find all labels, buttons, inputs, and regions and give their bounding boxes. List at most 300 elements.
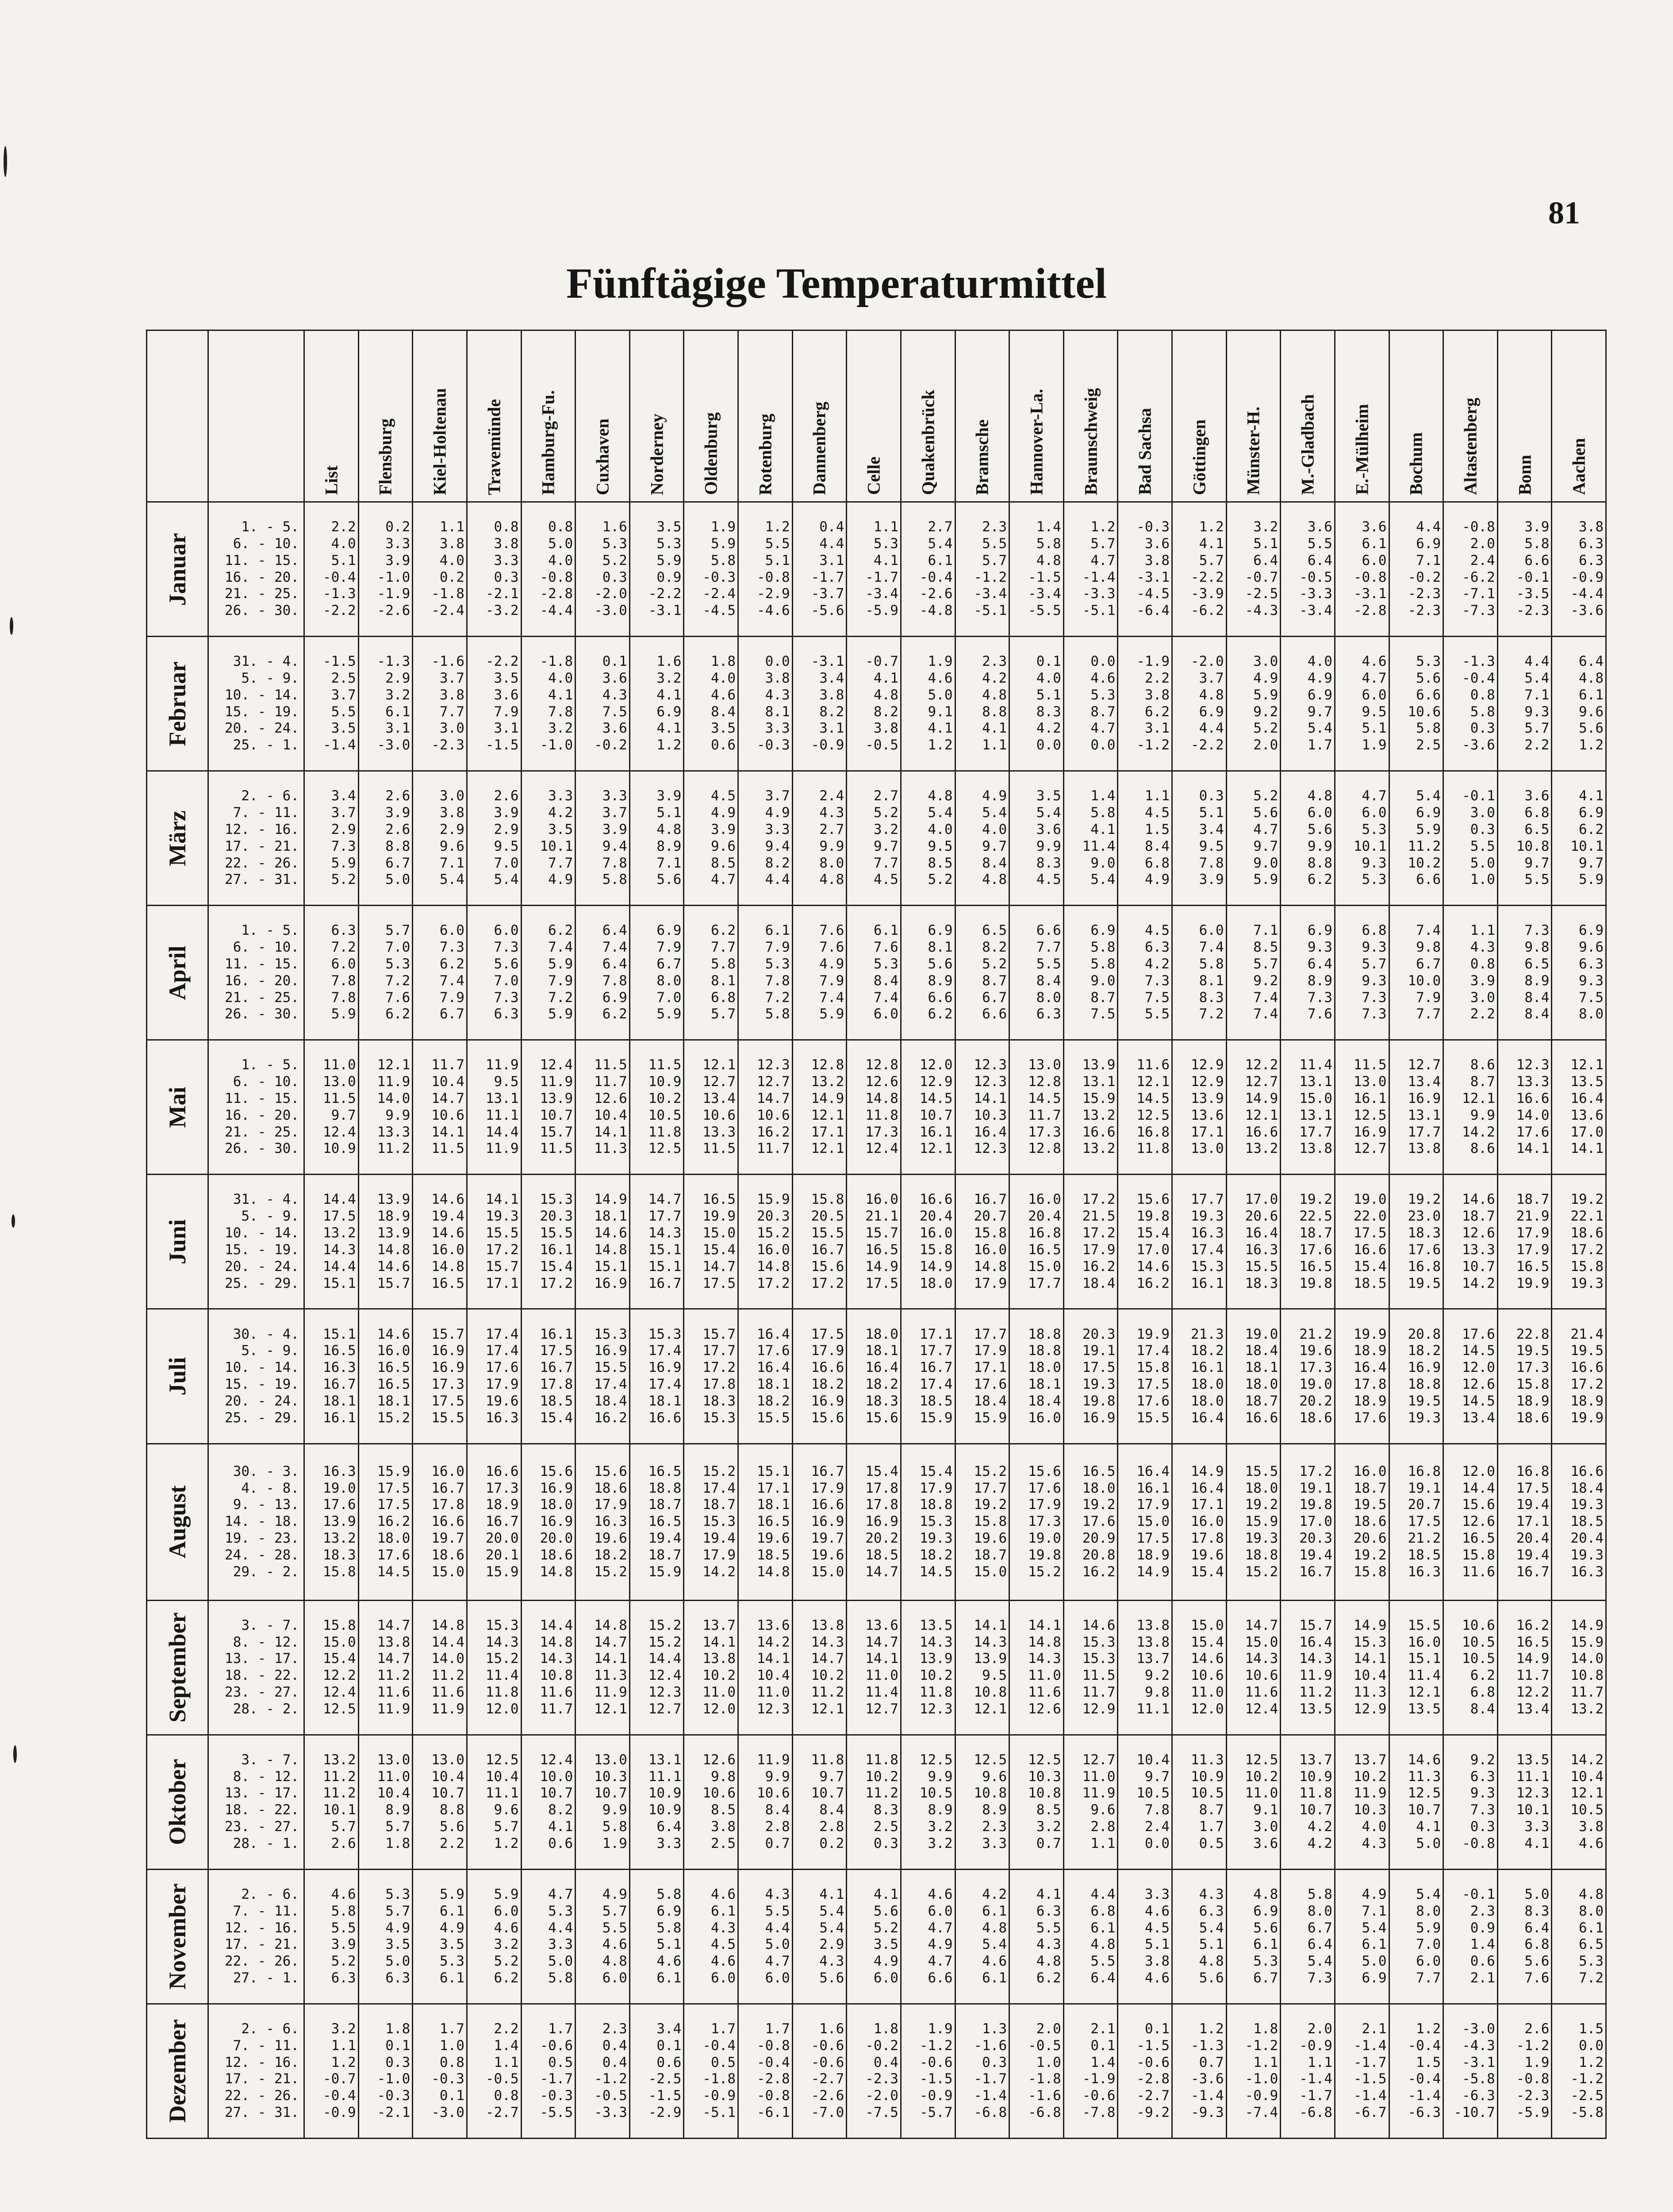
temperature-values: 14.9 18.1 14.6 14.8 15.1 16.9: [576, 1175, 630, 1309]
temperature-values: 6.8 9.3 5.7 9.3 7.3 7.3: [1335, 906, 1389, 1040]
temperature-values: 1.2 5.5 5.1 -0.8 -2.9 -4.6: [738, 502, 793, 637]
temperature-values: 19.0 22.0 17.5 16.6 15.4 18.5: [1335, 1175, 1389, 1309]
scan-mark: [4, 146, 7, 177]
temperature-values: 16.5 18.0 19.2 17.6 20.9 20.8 16.2: [1063, 1444, 1118, 1600]
temperature-values: 3.6 5.5 6.4 -0.5 -3.3 -3.4: [1281, 502, 1335, 637]
pentad-dates: 1. - 5. 6. - 10. 11. - 15. 16. - 20. 21. - 25. 26. - 30.: [208, 502, 304, 637]
temperature-values: 12.8 13.2 14.9 12.1 17.1 12.1: [792, 1040, 847, 1175]
temperature-values: 13.7 10.9 11.8 10.7 4.2 4.2: [1281, 1735, 1335, 1869]
temperature-values: 0.4 4.4 3.1 -1.7 -3.7 -5.6: [792, 502, 847, 637]
temperature-values: 11.8 10.2 11.2 8.3 2.5 0.3: [847, 1735, 901, 1869]
temperature-values: 1.3 -1.6 0.3 -1.7 -1.4 -6.8: [955, 2004, 1009, 2138]
temperature-values: 16.0 20.4 16.8 16.5 15.0 17.7: [1009, 1175, 1064, 1309]
station-header: [629, 330, 684, 502]
temperature-values: 4.6 6.0 4.7 4.9 4.7 6.6: [901, 1869, 955, 2004]
temperature-values: 5.2 5.6 4.7 9.7 9.0 5.9: [1226, 771, 1281, 906]
temperature-values: 15.8 20.5 15.5 16.7 15.6 17.2: [792, 1175, 847, 1309]
pentad-dates: 30. - 4. 5. - 9. 10. - 14. 15. - 19. 20. - 24. 25. - 29.: [208, 1309, 304, 1444]
month-label: Januar: [164, 533, 191, 606]
temperature-values: 3.6 6.1 6.0 -0.8 -3.1 -2.8: [1335, 502, 1389, 637]
temperature-values: 12.1 11.9 14.0 9.9 13.3 11.2: [358, 1040, 413, 1175]
temperature-values: 12.9 12.9 13.9 13.6 17.1 13.0: [1172, 1040, 1227, 1175]
pentad-dates: 30. - 3. 4. - 8. 9. - 13. 14. - 18. 19. - 23. 24. - 28. 29. - 2.: [208, 1444, 304, 1600]
temperature-values: 4.7 5.3 4.4 3.3 5.0 5.8: [521, 1869, 576, 2004]
temperature-values: 11.9 9.5 13.1 11.1 14.4 11.9: [467, 1040, 521, 1175]
temperature-values: 5.7 7.0 5.3 7.2 7.6 6.2: [358, 906, 413, 1040]
temperature-values: 6.9 9.3 6.4 8.9 7.3 7.6: [1281, 906, 1335, 1040]
station-name: Quakenbrück: [918, 390, 938, 495]
temperature-values: 1.2 -0.4 1.5 -0.4 -1.4 -6.3: [1389, 2004, 1443, 2138]
pentad-dates: 3. - 7. 8. - 12. 13. - 17. 18. - 22. 23. - 27. 28. - 1.: [208, 1735, 304, 1869]
temperature-values: 0.1 4.0 5.1 8.3 4.2 0.0: [1009, 637, 1064, 771]
temperature-values: 15.5 18.0 19.2 15.9 19.3 18.8 15.2: [1226, 1444, 1281, 1600]
temperature-values: 6.2 7.7 5.8 8.1 6.8 5.7: [684, 906, 738, 1040]
station-header-row: [147, 330, 1606, 502]
temperature-values: 6.2 7.4 5.9 7.9 7.2 5.9: [521, 906, 576, 1040]
temperature-values: 17.7 19.3 16.3 17.4 15.3 16.1: [1172, 1175, 1227, 1309]
temperature-values: 13.9 18.9 13.9 14.8 14.6 15.7: [358, 1175, 413, 1309]
temperature-values: 21.3 18.2 16.1 18.0 18.0 16.4: [1172, 1309, 1227, 1444]
temperature-values: 3.9 5.1 4.8 8.9 7.1 5.6: [629, 771, 684, 906]
temperature-values: 1.7 1.0 0.8 -0.3 0.1 -3.0: [413, 2004, 467, 2138]
temperature-values: 14.2 10.4 12.1 10.5 3.8 4.6: [1552, 1735, 1606, 1869]
temperature-values: 15.2 17.4 18.7 15.3 19.4 17.9 14.2: [684, 1444, 738, 1600]
station-header: [1009, 330, 1064, 502]
temperature-values: 2.0 -0.9 1.1 -1.4 -1.7 -6.8: [1281, 2004, 1335, 2138]
temperature-values: 0.1 -1.5 -0.6 -2.8 -2.7 -9.2: [1118, 2004, 1172, 2138]
temperature-values: 6.0 7.4 5.8 8.1 8.3 7.2: [1172, 906, 1227, 1040]
temperature-values: 5.8 8.0 6.7 6.4 5.4 7.3: [1281, 1869, 1335, 2004]
temperature-values: 4.6 6.1 4.3 4.5 4.6 6.0: [684, 1869, 738, 2004]
month-row: [147, 1040, 1606, 1175]
temperature-values: 11.9 9.9 10.6 8.4 2.8 0.7: [738, 1735, 793, 1869]
temperature-values: -1.9 2.2 3.8 6.2 3.1 -1.2: [1118, 637, 1172, 771]
temperature-values: 16.4 16.1 17.9 15.0 17.5 18.9 14.9: [1118, 1444, 1172, 1600]
temperature-values: 12.5 10.4 11.1 9.6 5.7 1.2: [467, 1735, 521, 1869]
month-label: November: [164, 1883, 191, 1990]
temperature-values: -1.6 3.7 3.8 7.7 3.0 -2.3: [413, 637, 467, 771]
month-cell: [147, 2004, 208, 2138]
temperature-values: 5.0 8.3 6.4 6.8 5.6 7.6: [1497, 1869, 1552, 2004]
temperature-values: 1.8 4.0 4.6 8.4 3.5 0.6: [684, 637, 738, 771]
pentad-dates: 2. - 6. 7. - 11. 12. - 16. 17. - 21. 22. - 26. 27. - 31.: [208, 2004, 304, 2138]
temperature-values: 15.9 17.5 17.5 16.2 18.0 17.6 14.5: [358, 1444, 413, 1600]
temperature-values: 12.5 10.3 10.8 8.5 3.2 0.7: [1009, 1735, 1064, 1869]
temperature-values: 14.7 15.0 14.3 10.6 11.6 12.4: [1226, 1600, 1281, 1735]
temperature-values: 0.2 3.3 3.9 -1.0 -1.9 -2.6: [358, 502, 413, 637]
month-cell: [147, 1309, 208, 1444]
temperature-values: 17.5 17.9 16.6 18.2 16.9 15.6: [792, 1309, 847, 1444]
temperature-values: 22.8 19.5 17.3 15.8 18.9 18.6: [1497, 1309, 1552, 1444]
temperature-values: -3.0 -4.3 -3.1 -5.8 -6.3 -10.7: [1443, 2004, 1498, 2138]
pentad-dates: 2. - 6. 7. - 11. 12. - 16. 17. - 21. 22. - 26. 27. - 1.: [208, 1869, 304, 2004]
month-label: Februar: [164, 661, 191, 746]
temperature-values: 1.1 5.3 4.1 -1.7 -3.4 -5.9: [847, 502, 901, 637]
temperature-values: 15.3 20.3 15.5 16.1 15.4 17.2: [521, 1175, 576, 1309]
station-name: Göttingen: [1189, 419, 1209, 495]
temperature-table-container: [146, 330, 1607, 2139]
temperature-values: 19.9 17.4 15.8 17.5 17.6 15.5: [1118, 1309, 1172, 1444]
temperature-values: 15.1 17.1 18.1 16.5 19.6 18.5 14.8: [738, 1444, 793, 1600]
temperature-values: 11.0 13.0 11.5 9.7 12.4 10.9: [304, 1040, 359, 1175]
temperature-values: 15.6 17.6 17.9 17.3 19.0 19.8 15.2: [1009, 1444, 1064, 1600]
month-cell: [147, 1175, 208, 1309]
temperature-values: 12.3 13.3 16.6 14.0 17.6 14.1: [1497, 1040, 1552, 1175]
month-label: Dezember: [164, 2019, 191, 2123]
temperature-values: 1.2 5.7 4.7 -1.4 -3.3 -5.1: [1063, 502, 1118, 637]
temperature-values: 3.4 3.7 2.9 7.3 5.9 5.2: [304, 771, 359, 906]
temperature-values: 19.2 22.1 18.6 17.2 15.8 19.3: [1552, 1175, 1606, 1309]
temperature-values: 14.1 14.3 13.9 9.5 10.8 12.1: [955, 1600, 1009, 1735]
month-row: [147, 1735, 1606, 1869]
temperature-values: 3.5 5.4 3.6 9.9 8.3 4.5: [1009, 771, 1064, 906]
temperature-values: 2.6 -1.2 1.9 -0.8 -2.3 -5.9: [1497, 2004, 1552, 2138]
temperature-values: 17.0 20.6 16.4 16.3 15.5 18.3: [1226, 1175, 1281, 1309]
temperature-values: 6.6 7.7 5.5 8.4 8.0 6.3: [1009, 906, 1064, 1040]
temperature-values: 16.6 18.4 19.3 18.5 20.4 19.3 16.3: [1552, 1444, 1606, 1600]
temperature-values: 13.8 14.3 14.7 10.2 11.2 12.1: [792, 1600, 847, 1735]
station-header: [1389, 330, 1443, 502]
month-cell: [147, 906, 208, 1040]
temperature-values: 0.8 5.0 4.0 -0.8 -2.8 -4.4: [521, 502, 576, 637]
temperature-values: 4.3 6.3 5.4 5.1 4.8 5.6: [1172, 1869, 1227, 2004]
temperature-values: 1.6 5.3 5.2 0.3 -2.0 -3.0: [576, 502, 630, 637]
temperature-values: 12.5 9.9 10.5 8.9 3.2 3.2: [901, 1735, 955, 1869]
temperature-values: 16.7 17.9 16.6 16.9 19.7 19.6 15.0: [792, 1444, 847, 1600]
station-name: Kiel-Holtenau: [430, 388, 450, 495]
temperature-values: 3.2 1.1 1.2 -0.7 -0.4 -0.9: [304, 2004, 359, 2138]
temperature-values: 0.0 4.6 5.3 8.7 4.7 0.0: [1063, 637, 1118, 771]
month-label: August: [164, 1485, 191, 1559]
temperature-values: 5.4 8.0 5.9 7.0 6.0 7.7: [1389, 1869, 1443, 2004]
temperature-values: 11.7 10.4 14.7 10.6 14.1 11.5: [413, 1040, 467, 1175]
station-header: [1497, 330, 1552, 502]
temperature-values: 14.6 11.3 12.5 10.7 4.1 5.0: [1389, 1735, 1443, 1869]
temperature-values: 7.3 9.8 6.5 8.9 8.4 8.4: [1497, 906, 1552, 1040]
temperature-values: 7.4 9.8 6.7 10.0 7.9 7.7: [1389, 906, 1443, 1040]
temperature-values: 4.5 4.9 3.9 9.6 8.5 4.7: [684, 771, 738, 906]
temperature-values: 2.3 5.5 5.7 -1.2 -3.4 -5.1: [955, 502, 1009, 637]
temperature-values: 0.1 3.6 4.3 7.5 3.6 -0.2: [576, 637, 630, 771]
temperature-values: -0.7 4.1 4.8 8.2 3.8 -0.5: [847, 637, 901, 771]
temperature-values: 14.8 14.7 14.1 11.3 11.9 12.1: [576, 1600, 630, 1735]
month-label: Juli: [164, 1357, 191, 1396]
station-header: [413, 330, 467, 502]
temperature-values: 19.2 22.5 18.7 17.6 16.5 19.8: [1281, 1175, 1335, 1309]
temperature-values: 0.3 5.1 3.4 9.5 7.8 3.9: [1172, 771, 1227, 906]
temperature-values: 13.0 10.3 10.7 9.9 5.8 1.9: [576, 1735, 630, 1869]
temperature-values: 17.1 17.7 16.7 17.4 18.5 15.9: [901, 1309, 955, 1444]
temperature-values: 2.7 5.4 6.1 -0.4 -2.6 -4.8: [901, 502, 955, 637]
month-row: [147, 906, 1606, 1040]
station-header: [901, 330, 955, 502]
temperature-values: -0.1 3.0 0.3 5.5 5.0 1.0: [1443, 771, 1498, 906]
temperature-values: 16.0 16.7 17.8 16.6 19.7 18.6 15.0: [413, 1444, 467, 1600]
header-corner-month: [147, 330, 208, 502]
scan-mark: [12, 1214, 15, 1228]
temperature-values: 13.8 13.8 13.7 9.2 9.8 11.1: [1118, 1600, 1172, 1735]
temperature-values: 4.7 6.0 5.3 10.1 9.3 5.3: [1335, 771, 1389, 906]
temperature-values: 1.4 5.8 4.1 11.4 9.0 5.4: [1063, 771, 1118, 906]
temperature-values: 16.5 18.8 18.7 16.5 19.4 18.7 15.9: [629, 1444, 684, 1600]
temperature-values: 6.9 7.9 6.7 8.0 7.0 5.9: [629, 906, 684, 1040]
station-header: [1552, 330, 1606, 502]
temperature-values: -0.8 2.0 2.4 -6.2 -7.1 -7.3: [1443, 502, 1498, 637]
month-row: [147, 502, 1606, 637]
temperature-values: 6.0 7.3 6.2 7.4 7.9 6.7: [413, 906, 467, 1040]
temperature-values: 1.9 4.6 5.0 9.1 4.1 1.2: [901, 637, 955, 771]
station-header: [1443, 330, 1498, 502]
temperature-values: 15.8 15.0 15.4 12.2 12.4 12.5: [304, 1600, 359, 1735]
station-name: Travemünde: [484, 399, 504, 495]
month-row: [147, 1175, 1606, 1309]
temperature-values: 12.1 13.5 16.4 13.6 17.0 14.1: [1552, 1040, 1606, 1175]
temperature-values: 12.4 11.9 13.9 10.7 15.7 11.5: [521, 1040, 576, 1175]
temperature-values: 14.7 13.8 14.7 11.2 11.6 11.9: [358, 1600, 413, 1735]
temperature-values: 18.7 21.9 17.9 17.9 16.5 19.9: [1497, 1175, 1552, 1309]
temperature-values: -3.1 3.4 3.8 8.2 3.1 -0.9: [792, 637, 847, 771]
temperature-values: 4.6 4.7 6.0 9.5 5.1 1.9: [1335, 637, 1389, 771]
temperature-values: 7.6 7.6 4.9 7.9 7.4 5.9: [792, 906, 847, 1040]
pentad-dates: 31. - 4. 5. - 9. 10. - 14. 15. - 19. 20. - 24. 25. - 1.: [208, 637, 304, 771]
temperature-values: 12.5 9.6 10.8 8.9 2.3 3.3: [955, 1735, 1009, 1869]
temperature-values: 6.0 7.3 5.6 7.0 7.3 6.3: [467, 906, 521, 1040]
temperature-values: 14.7 17.7 14.3 15.1 15.1 16.7: [629, 1175, 684, 1309]
temperature-values: 14.9 16.4 17.1 16.0 17.8 19.6 15.4: [1172, 1444, 1227, 1600]
temperature-values: 12.3 12.7 14.7 10.6 16.2 11.7: [738, 1040, 793, 1175]
temperature-values: 6.4 4.8 6.1 9.6 5.6 1.2: [1552, 637, 1606, 771]
temperature-values: 5.8 6.9 5.8 5.1 4.6 6.1: [629, 1869, 684, 2004]
temperature-values: 6.3 7.2 6.0 7.8 7.8 5.9: [304, 906, 359, 1040]
station-header: [738, 330, 793, 502]
station-name: Bonn: [1515, 454, 1535, 495]
temperature-values: -1.8 4.0 4.1 7.8 3.2 -1.0: [521, 637, 576, 771]
station-name: List: [321, 465, 342, 495]
temperature-values: -0.3 3.6 3.8 -3.1 -4.5 -6.4: [1118, 502, 1172, 637]
temperature-values: 16.6 17.3 18.9 16.7 20.0 20.1 15.9: [467, 1444, 521, 1600]
temperature-values: 3.4 0.1 0.6 -2.5 -1.5 -2.9: [629, 2004, 684, 2138]
station-header: [792, 330, 847, 502]
temperature-values: 15.5 16.0 15.1 11.4 12.1 13.5: [1389, 1600, 1443, 1735]
temperature-values: 14.4 17.5 13.2 14.3 14.4 15.1: [304, 1175, 359, 1309]
temperature-values: 17.7 17.9 17.1 17.6 18.4 15.9: [955, 1309, 1009, 1444]
header-corner-dates: [208, 330, 304, 502]
temperature-values: 13.2 11.2 11.2 10.1 5.7 2.6: [304, 1735, 359, 1869]
temperature-values: 0.0 3.8 4.3 8.1 3.3 -0.3: [738, 637, 793, 771]
month-label: April: [164, 945, 191, 1000]
temperature-values: 9.2 6.3 9.3 7.3 0.3 -0.8: [1443, 1735, 1498, 1869]
temperature-values: 15.3 17.4 16.9 17.4 18.1 16.6: [629, 1309, 684, 1444]
temperature-values: 21.2 19.6 17.3 19.0 20.2 18.6: [1281, 1309, 1335, 1444]
temperature-values: 19.9 18.9 16.4 17.8 18.9 17.6: [1335, 1309, 1389, 1444]
temperature-values: 1.7 -0.6 0.5 -1.7 -0.3 -5.5: [521, 2004, 576, 2138]
temperature-values: 4.5 6.3 4.2 7.3 7.5 5.5: [1118, 906, 1172, 1040]
temperature-values: 16.1 17.5 16.7 17.8 18.5 15.4: [521, 1309, 576, 1444]
month-cell: [147, 1869, 208, 2004]
temperature-values: 3.3 4.2 3.5 10.1 7.7 4.9: [521, 771, 576, 906]
station-name: Cuxhaven: [592, 418, 613, 495]
temperature-values: 15.4 17.9 18.8 15.3 19.3 18.2 14.5: [901, 1444, 955, 1600]
temperature-values: 11.3 10.9 10.5 8.7 1.7 0.5: [1172, 1735, 1227, 1869]
station-name: Bad Sachsa: [1135, 408, 1155, 495]
month-cell: [147, 1600, 208, 1735]
temperature-values: 4.8 5.4 4.0 9.5 8.5 5.2: [901, 771, 955, 906]
station-name: Celle: [863, 457, 884, 495]
temperature-values: 17.6 14.5 12.0 12.6 14.5 13.4: [1443, 1309, 1498, 1444]
temperature-values: 2.1 -1.4 -1.7 -1.5 -1.4 -6.7: [1335, 2004, 1389, 2138]
pentad-dates: 2. - 6. 7. - 11. 12. - 16. 17. - 21. 22. - 26. 27. - 31.: [208, 771, 304, 906]
temperature-values: 13.0 11.0 10.4 8.9 5.7 1.8: [358, 1735, 413, 1869]
temperature-values: 20.3 19.1 17.5 19.3 19.8 16.9: [1063, 1309, 1118, 1444]
temperature-values: -2.2 3.5 3.6 7.9 3.1 -1.5: [467, 637, 521, 771]
temperature-values: 6.9 5.8 5.8 9.0 8.7 7.5: [1063, 906, 1118, 1040]
month-row: [147, 1869, 1606, 2004]
temperature-values: 13.6 14.7 14.1 11.0 11.4 12.7: [847, 1600, 901, 1735]
temperature-values: 10.6 10.5 10.5 6.2 6.8 8.4: [1443, 1600, 1498, 1735]
station-header: [1226, 330, 1281, 502]
temperature-values: 12.3 12.3 14.1 10.3 16.4 12.3: [955, 1040, 1009, 1175]
temperature-values: 15.6 19.8 15.4 17.0 14.6 16.2: [1118, 1175, 1172, 1309]
station-header: [684, 330, 738, 502]
temperature-values: 4.9 5.7 5.5 4.6 4.8 6.0: [576, 1869, 630, 2004]
temperature-values: 13.7 14.1 13.8 10.2 11.0 12.0: [684, 1600, 738, 1735]
temperature-values: 12.5 10.2 11.0 9.1 3.0 3.6: [1226, 1735, 1281, 1869]
temperature-values: 4.4 5.4 7.1 9.3 5.7 2.2: [1497, 637, 1552, 771]
page-number: 81: [1548, 195, 1580, 230]
temperature-values: 11.6 12.1 14.5 12.5 16.8 11.8: [1118, 1040, 1172, 1175]
temperature-values: 18.0 18.1 16.4 18.2 18.3 15.6: [847, 1309, 901, 1444]
month-cell: [147, 502, 208, 637]
temperature-values: 1.6 3.2 4.1 6.9 4.1 1.2: [629, 637, 684, 771]
temperature-values: 12.4 10.0 10.7 8.2 4.1 0.6: [521, 1735, 576, 1869]
station-header: [955, 330, 1009, 502]
temperature-values: 1.2 -1.3 0.7 -3.6 -1.4 -9.3: [1172, 2004, 1227, 2138]
temperature-values: 12.0 12.9 14.5 10.7 16.1 12.1: [901, 1040, 955, 1175]
temperature-values: 12.6 9.8 10.6 8.5 3.8 2.5: [684, 1735, 738, 1869]
temperature-table: [146, 330, 1607, 2139]
temperature-values: 1.5 0.0 1.2 -1.2 -2.5 -5.8: [1552, 2004, 1606, 2138]
temperature-values: 6.1 7.6 5.3 8.4 7.4 6.0: [847, 906, 901, 1040]
temperature-values: 14.6 16.0 16.5 16.5 18.1 15.2: [358, 1309, 413, 1444]
temperature-values: 6.9 8.1 5.6 8.9 6.6 6.2: [901, 906, 955, 1040]
station-name: Rotenburg: [755, 413, 775, 495]
temperature-values: 16.5 19.9 15.0 15.4 14.7 17.5: [684, 1175, 738, 1309]
temperature-values: 6.9 9.6 6.3 9.3 7.5 8.0: [1552, 906, 1606, 1040]
temperature-values: 21.4 19.5 16.6 17.2 18.9 19.9: [1552, 1309, 1606, 1444]
temperature-values: 1.1 3.8 4.0 0.2 -1.8 -2.4: [413, 502, 467, 637]
temperature-values: 15.3 16.9 15.5 17.4 18.4 16.2: [576, 1309, 630, 1444]
temperature-values: 7.1 8.5 5.7 9.2 7.4 7.4: [1226, 906, 1281, 1040]
station-name: E.-Mülheim: [1352, 404, 1372, 495]
temperature-values: 2.2 4.0 5.1 -0.4 -1.3 -2.2: [304, 502, 359, 637]
temperature-values: -1.5 2.5 3.7 5.5 3.5 -1.4: [304, 637, 359, 771]
temperature-values: 1.7 -0.4 0.5 -1.8 -0.9 -5.1: [684, 2004, 738, 2138]
temperature-values: 15.3 14.3 15.2 11.4 11.8 12.0: [467, 1600, 521, 1735]
temperature-values: 2.1 0.1 1.4 -1.9 -0.6 -7.8: [1063, 2004, 1118, 2138]
month-row: [147, 2004, 1606, 2138]
temperature-values: 20.8 18.2 16.9 18.8 19.5 19.3: [1389, 1309, 1443, 1444]
temperature-values: 13.7 10.2 11.9 10.3 4.0 4.3: [1335, 1735, 1389, 1869]
temperature-values: 13.6 14.2 14.1 10.4 11.0 12.3: [738, 1600, 793, 1735]
temperature-values: 17.2 19.1 19.8 17.0 20.3 19.4 16.7: [1281, 1444, 1335, 1600]
temperature-values: 2.4 4.3 2.7 9.9 8.0 4.8: [792, 771, 847, 906]
temperature-values: 4.8 8.0 6.1 6.5 5.3 7.2: [1552, 1869, 1606, 2004]
temperature-values: 14.1 19.3 15.5 17.2 15.7 17.1: [467, 1175, 521, 1309]
station-header: [576, 330, 630, 502]
temperature-values: 17.2 21.5 17.2 17.9 16.2 18.4: [1063, 1175, 1118, 1309]
temperature-values: 4.4 6.9 7.1 -0.2 -2.3 -2.3: [1389, 502, 1443, 637]
month-cell: [147, 771, 208, 906]
temperature-values: 13.5 14.3 13.9 10.2 11.8 12.3: [901, 1600, 955, 1735]
station-name: Münster-H.: [1243, 407, 1263, 495]
temperature-values: 3.6 6.8 6.5 10.8 9.7 5.5: [1497, 771, 1552, 906]
temperature-values: 15.6 16.9 18.0 16.9 20.0 18.6 14.8: [521, 1444, 576, 1600]
station-header: [521, 330, 576, 502]
temperature-values: 11.5 13.0 16.1 12.5 16.9 12.7: [1335, 1040, 1389, 1175]
temperature-values: 10.4 9.7 10.5 7.8 2.4 0.0: [1118, 1735, 1172, 1869]
station-name: M.-Gladbach: [1297, 394, 1318, 495]
temperature-values: 4.1 6.9 6.2 10.1 9.7 5.9: [1552, 771, 1606, 906]
temperature-values: 12.2 12.7 14.9 12.1 16.6 13.2: [1226, 1040, 1281, 1175]
temperature-values: 1.1 4.3 0.8 3.9 3.0 2.2: [1443, 906, 1498, 1040]
month-label: März: [164, 810, 191, 866]
temperature-values: 15.7 16.9 16.9 17.3 17.5 15.5: [413, 1309, 467, 1444]
temperature-values: 14.9 15.3 14.1 10.4 11.3 12.9: [1335, 1600, 1389, 1735]
temperature-values: 19.2 23.0 18.3 17.6 16.8 19.5: [1389, 1175, 1443, 1309]
month-row: [147, 637, 1606, 771]
temperature-values: 15.2 15.2 14.4 12.4 12.3 12.7: [629, 1600, 684, 1735]
temperature-values: 2.3 4.2 4.8 8.8 4.1 1.1: [955, 637, 1009, 771]
month-label: Oktober: [164, 1759, 191, 1845]
temperature-values: 4.9 5.4 4.0 9.7 8.4 4.8: [955, 771, 1009, 906]
temperature-values: 15.4 17.8 17.8 16.9 20.2 18.5 14.7: [847, 1444, 901, 1600]
table-body: [147, 502, 1606, 2139]
temperature-values: 4.8 6.9 5.6 6.1 5.3 6.7: [1226, 1869, 1281, 2004]
temperature-values: 12.1 12.7 13.4 10.6 13.3 11.5: [684, 1040, 738, 1175]
temperature-values: 4.0 4.9 6.9 9.7 5.4 1.7: [1281, 637, 1335, 771]
temperature-values: 14.6 18.7 12.6 13.3 10.7 14.2: [1443, 1175, 1498, 1309]
pentad-dates: 1. - 5. 6. - 10. 11. - 15. 16. - 20. 21. - 25. 26. - 30.: [208, 1040, 304, 1175]
temperature-values: 3.0 4.9 5.9 9.2 5.2 2.0: [1226, 637, 1281, 771]
temperature-values: 4.1 5.6 5.2 3.5 4.9 6.0: [847, 1869, 901, 2004]
temperature-values: 1.9 -1.2 -0.6 -1.5 -0.9 -5.7: [901, 2004, 955, 2138]
temperature-values: 11.8 9.7 10.7 8.4 2.8 0.2: [792, 1735, 847, 1869]
temperature-values: -2.0 3.7 4.8 6.9 4.4 -2.2: [1172, 637, 1227, 771]
temperature-values: 14.1 14.8 14.3 11.0 11.6 12.6: [1009, 1600, 1064, 1735]
temperature-values: 12.7 13.4 16.9 13.1 17.7 13.8: [1389, 1040, 1443, 1175]
temperature-values: 1.8 -0.2 0.4 -2.3 -2.0 -7.5: [847, 2004, 901, 2138]
pentad-dates: 1. - 5. 6. - 10. 11. - 15. 16. - 20. 21. - 25. 26. - 30.: [208, 906, 304, 1040]
temperature-values: 12.8 12.6 14.8 11.8 17.3 12.4: [847, 1040, 901, 1175]
month-row: [147, 771, 1606, 906]
temperature-values: 1.8 -1.2 1.1 -1.0 -0.9 -7.4: [1226, 2004, 1281, 2138]
temperature-values: 8.6 8.7 12.1 9.9 14.2 8.6: [1443, 1040, 1498, 1175]
month-row: [147, 1444, 1606, 1600]
temperature-values: 16.4 17.6 16.4 18.1 18.2 15.5: [738, 1309, 793, 1444]
temperature-values: 13.5 11.1 12.3 10.1 3.3 4.1: [1497, 1735, 1552, 1869]
temperature-values: 16.8 17.5 19.4 17.1 20.4 19.4 16.7: [1497, 1444, 1552, 1600]
month-row: [147, 1309, 1606, 1444]
temperature-values: 4.2 6.1 4.8 5.4 4.6 6.1: [955, 1869, 1009, 2004]
temperature-values: 13.9 13.1 15.9 13.2 16.6 13.2: [1063, 1040, 1118, 1175]
temperature-values: 1.2 4.1 5.7 -2.2 -3.9 -6.2: [1172, 502, 1227, 637]
station-name: Hamburg-Fu.: [538, 390, 558, 495]
station-header: [1172, 330, 1227, 502]
temperature-values: 2.3 0.4 0.4 -1.2 -0.5 -3.3: [576, 2004, 630, 2138]
temperature-values: 14.4 14.8 14.3 10.8 11.6 11.7: [521, 1600, 576, 1735]
temperature-values: 12.0 14.4 15.6 12.6 16.5 15.8 11.6: [1443, 1444, 1498, 1600]
temperature-values: 13.0 10.4 10.7 8.8 5.6 2.2: [413, 1735, 467, 1869]
